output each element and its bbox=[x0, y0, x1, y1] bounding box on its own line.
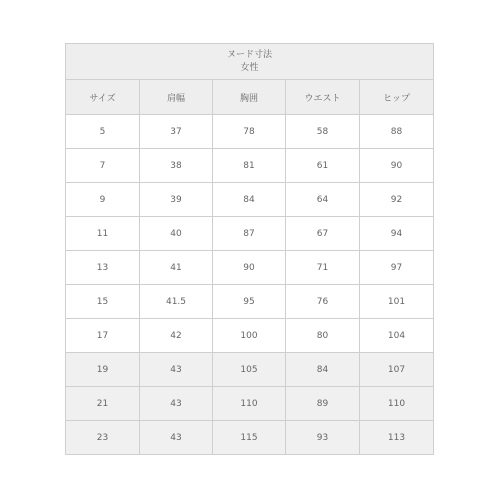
shoulder-width-cell: 43 bbox=[140, 387, 213, 421]
hip-cell: 101 bbox=[360, 285, 434, 319]
shoulder-width-cell: 40 bbox=[140, 217, 213, 251]
table-title-cell bbox=[66, 44, 434, 80]
size-cell: 23 bbox=[66, 421, 140, 455]
table-row bbox=[66, 115, 434, 149]
hip-cell: 104 bbox=[360, 319, 434, 353]
shoulder-width-cell: 41.5 bbox=[140, 285, 213, 319]
column-header-bust: 胸囲 bbox=[213, 80, 286, 115]
size-cell: 11 bbox=[66, 217, 140, 251]
table-row bbox=[66, 285, 434, 319]
table-row bbox=[66, 421, 434, 455]
bust-cell: 95 bbox=[213, 285, 286, 319]
bust-cell: 84 bbox=[213, 183, 286, 217]
hip-cell: 92 bbox=[360, 183, 434, 217]
bust-cell: 78 bbox=[213, 115, 286, 149]
waist-cell: 61 bbox=[286, 149, 360, 183]
column-header-shoulder-width: 肩幅 bbox=[140, 80, 213, 115]
table-row bbox=[66, 251, 434, 285]
size-cell: 7 bbox=[66, 149, 140, 183]
hip-cell: 113 bbox=[360, 421, 434, 455]
waist-cell: 64 bbox=[286, 183, 360, 217]
shoulder-width-cell: 43 bbox=[140, 353, 213, 387]
column-header-hip: ヒップ bbox=[360, 80, 434, 115]
waist-cell: 84 bbox=[286, 353, 360, 387]
waist-cell: 80 bbox=[286, 319, 360, 353]
waist-cell: 89 bbox=[286, 387, 360, 421]
hip-cell: 88 bbox=[360, 115, 434, 149]
hip-cell: 97 bbox=[360, 251, 434, 285]
table-row bbox=[66, 217, 434, 251]
bust-cell: 100 bbox=[213, 319, 286, 353]
size-cell: 21 bbox=[66, 387, 140, 421]
nude-measurements-table bbox=[65, 43, 434, 455]
size-cell: 9 bbox=[66, 183, 140, 217]
bust-cell: 105 bbox=[213, 353, 286, 387]
table-subtitle: 女性 bbox=[240, 62, 259, 73]
bust-cell: 110 bbox=[213, 387, 286, 421]
waist-cell: 71 bbox=[286, 251, 360, 285]
size-cell: 13 bbox=[66, 251, 140, 285]
waist-cell: 76 bbox=[286, 285, 360, 319]
hip-cell: 90 bbox=[360, 149, 434, 183]
bust-cell: 115 bbox=[213, 421, 286, 455]
shoulder-width-cell: 38 bbox=[140, 149, 213, 183]
waist-cell: 93 bbox=[286, 421, 360, 455]
waist-cell: 67 bbox=[286, 217, 360, 251]
hip-cell: 94 bbox=[360, 217, 434, 251]
hip-cell: 107 bbox=[360, 353, 434, 387]
bust-cell: 87 bbox=[213, 217, 286, 251]
column-header-waist: ウエスト bbox=[286, 80, 360, 115]
shoulder-width-cell: 39 bbox=[140, 183, 213, 217]
table-row bbox=[66, 183, 434, 217]
size-cell: 19 bbox=[66, 353, 140, 387]
table-row bbox=[66, 319, 434, 353]
shoulder-width-cell: 43 bbox=[140, 421, 213, 455]
table-title: ヌード寸法 bbox=[226, 49, 272, 60]
column-header-size: サイズ bbox=[66, 80, 140, 115]
table-row bbox=[66, 387, 434, 421]
size-cell: 5 bbox=[66, 115, 140, 149]
shoulder-width-cell: 37 bbox=[140, 115, 213, 149]
column-header-row bbox=[66, 80, 434, 115]
hip-cell: 110 bbox=[360, 387, 434, 421]
bust-cell: 90 bbox=[213, 251, 286, 285]
shoulder-width-cell: 41 bbox=[140, 251, 213, 285]
bust-cell: 81 bbox=[213, 149, 286, 183]
table-body bbox=[66, 115, 434, 455]
waist-cell: 58 bbox=[286, 115, 360, 149]
table-row bbox=[66, 149, 434, 183]
table-row bbox=[66, 353, 434, 387]
title-row bbox=[66, 44, 434, 80]
size-cell: 15 bbox=[66, 285, 140, 319]
size-cell: 17 bbox=[66, 319, 140, 353]
shoulder-width-cell: 42 bbox=[140, 319, 213, 353]
